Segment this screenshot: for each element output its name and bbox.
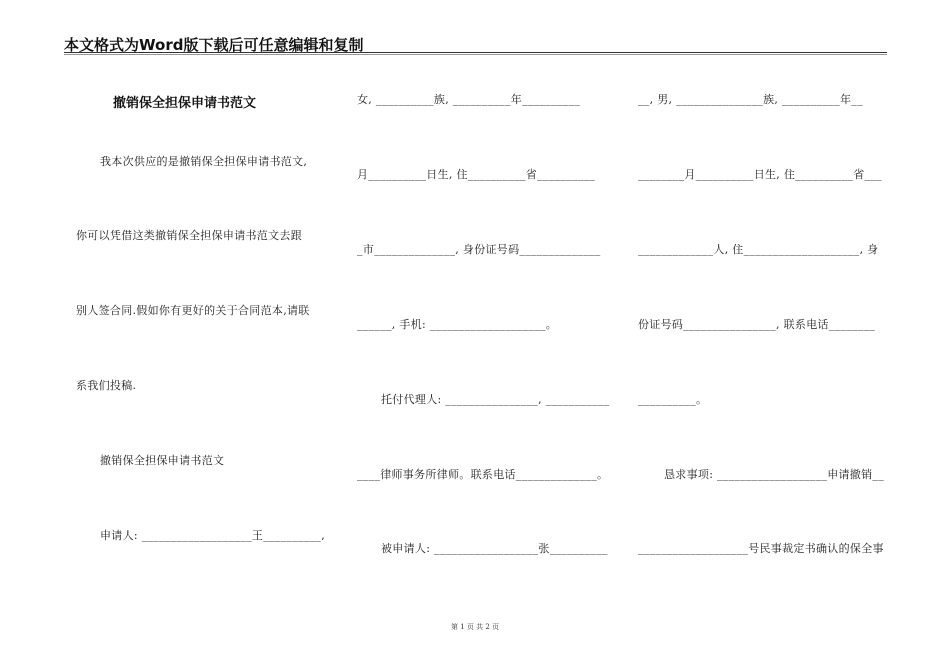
paragraph-line: 被申请人: __________________张__________ [381, 542, 608, 555]
paragraph-line: 女, __________族, __________年__________ [357, 93, 581, 106]
paragraph-line: 我本次供应的是撤销保全担保申请书范文, [100, 155, 308, 168]
document-title: 撤销保全担保申请书范文 [113, 96, 257, 111]
paragraph-line: _市______________, 身份证号码______________ [357, 243, 601, 256]
paragraph-line: 申请人: ___________________王__________, [100, 529, 325, 542]
paragraph-line: 恳求事项: ___________________申请撤销__ [664, 468, 885, 481]
paragraph-line: ____律师事务所律师。联系电话______________。 [357, 468, 609, 481]
paragraph-line: _____________人, 住____________________, 身 [638, 243, 879, 256]
paragraph-line: __________。 [638, 393, 708, 406]
paragraph-line: ________月__________日生, 住__________省___ [638, 168, 882, 181]
paragraph-line: 你可以凭借这类撤销保全担保申请书范文去跟 [76, 229, 302, 242]
page-number: 第 1 页 共 2 页 [450, 623, 500, 631]
header-text: 本文格式为Word版下载后可任意编辑和复制 [64, 36, 364, 54]
paragraph-line: 别人签合同.假如你有更好的关于合同范本,请联 [76, 304, 310, 317]
paragraph-line: ______, 手机: ____________________。 [357, 318, 558, 331]
header-divider-secondary [64, 54, 887, 55]
paragraph-line: ___________________号民事裁定书确认的保全事 [638, 542, 884, 555]
paragraph-line: 份证号码________________, 联系电话________ [638, 318, 876, 331]
paragraph-line: 系我们投稿. [76, 379, 137, 392]
paragraph-line: 托付代理人: ________________, ___________ [381, 393, 610, 406]
paragraph-line: __, 男, _______________族, __________年__ [638, 93, 863, 106]
paragraph-line: 月__________日生, 住__________省__________ [357, 168, 596, 181]
section-heading: 撤销保全担保申请书范文 [100, 454, 225, 467]
header-divider [64, 52, 887, 53]
